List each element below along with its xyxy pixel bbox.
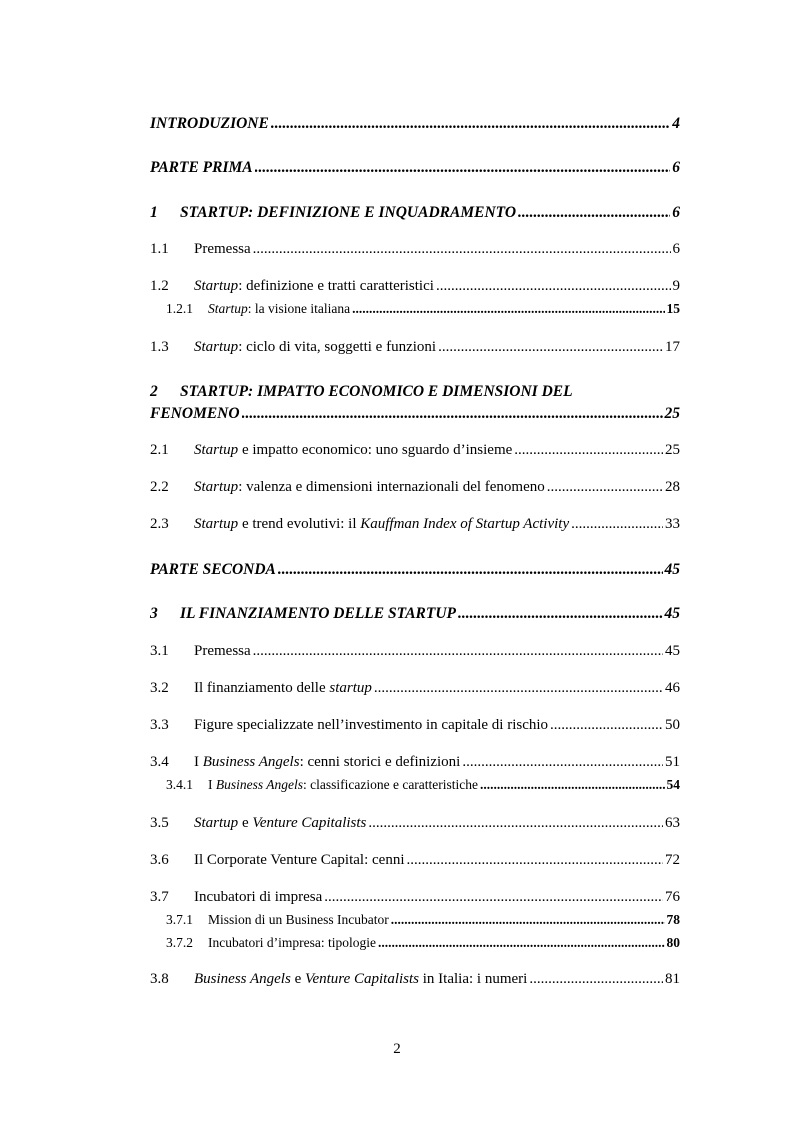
toc-entry-3-5[interactable]: 3.5 Startup e Venture Capitalists ..... 63: [150, 815, 680, 832]
dot-leader: [374, 680, 663, 697]
dot-leader: [391, 912, 665, 928]
toc-entry-3-7-2[interactable]: 3.7.2 Incubatori d’impresa: tipologie ..... 80: [166, 935, 680, 951]
page-number: 80: [666, 935, 680, 950]
page-number: 72: [665, 852, 680, 868]
toc-entry-3-7-1[interactable]: 3.7.1 Mission di un Business Incubator ..... 78: [166, 912, 680, 928]
dot-leader: [278, 561, 663, 579]
dot-leader: [242, 405, 663, 423]
page-number: 63: [665, 815, 680, 831]
dot-leader: [368, 815, 663, 832]
page-number: 25: [664, 405, 680, 422]
toc-entry-3-8[interactable]: 3.8 Business Angels e Venture Capitalists in Italia: i numeri ..... 81: [150, 971, 680, 988]
page-number: 6: [672, 159, 680, 176]
page-number: 51: [665, 754, 680, 770]
toc-entry-chapter-2[interactable]: 2 STARTUP: IMPATTO ECONOMICO E DIMENSIONI DEL FENOMENO ..... 25: [150, 383, 680, 423]
toc-entry-3-4-1[interactable]: 3.4.1 I Business Angels: classificazione e caratteristiche ..... 54: [166, 777, 680, 793]
dot-leader: [438, 339, 663, 356]
toc-entry-3-2[interactable]: 3.2 Il finanziamento delle startup ..... 46: [150, 680, 680, 697]
toc-entry-parte-seconda[interactable]: PARTE SECONDA ..... 45: [150, 561, 680, 579]
toc-entry-1-2-1[interactable]: 1.2.1 Startup: la visione italiana ..... 15: [166, 301, 680, 317]
dot-leader: [324, 889, 663, 906]
dot-leader: [458, 605, 662, 623]
page-number: 17: [665, 339, 680, 355]
page-number: 9: [672, 278, 680, 294]
toc-entry-parte-prima[interactable]: PARTE PRIMA ..... 6: [150, 159, 680, 177]
toc-entry-3-6[interactable]: 3.6 Il Corporate Venture Capital: cenni ..... 72: [150, 852, 680, 869]
page-number: 33: [665, 516, 680, 532]
page-number: 25: [665, 442, 680, 458]
page-number: 54: [666, 777, 680, 792]
toc-entry-3-7[interactable]: 3.7 Incubatori di impresa ..... 76: [150, 889, 680, 906]
dot-leader: [253, 241, 671, 258]
dot-leader: [271, 115, 670, 133]
page-number: 78: [666, 912, 680, 927]
page-number: 45: [665, 643, 680, 659]
page-number: 50: [665, 717, 680, 733]
dot-leader: [255, 159, 671, 177]
toc-entry-2-1[interactable]: 2.1 Startup e impatto economico: uno sguardo d’insieme ..... 25: [150, 442, 680, 459]
dot-leader: [352, 301, 664, 317]
dot-leader: [514, 442, 663, 459]
dot-leader: [436, 278, 671, 295]
page-number: 81: [665, 971, 680, 987]
toc-entry-3-4[interactable]: 3.4 I Business Angels: cenni storici e definizioni ..... 51: [150, 754, 680, 771]
dot-leader: [480, 777, 664, 793]
dot-leader: [462, 754, 663, 771]
page-footer-number: 2: [393, 1041, 401, 1057]
page-number: 45: [664, 561, 680, 578]
page-number: 76: [665, 889, 680, 905]
toc-entry-1-1[interactable]: 1.1 Premessa ..... 6: [150, 241, 680, 258]
page-number: 6: [672, 204, 680, 221]
toc-entry-2-3[interactable]: 2.3 Startup e trend evolutivi: il Kauffman Index of Startup Activity ..... 33: [150, 516, 680, 533]
dot-leader: [547, 479, 663, 496]
page-number: 46: [665, 680, 680, 696]
toc-entry-2-2[interactable]: 2.2 Startup: valenza e dimensioni internazionali del fenomeno ..... 28: [150, 479, 680, 496]
toc-entry-1-3[interactable]: 1.3 Startup: ciclo di vita, soggetti e funzioni ..... 17: [150, 339, 680, 356]
page-number: 6: [672, 241, 680, 257]
dot-leader: [407, 852, 664, 869]
page-number: 4: [672, 115, 680, 132]
dot-leader: [529, 971, 663, 988]
page-number: 28: [665, 479, 680, 495]
dot-leader: [550, 717, 663, 734]
dot-leader: [253, 643, 663, 660]
toc-entry-chapter-1[interactable]: 1 STARTUP: DEFINIZIONE E INQUADRAMENTO ..... 6: [150, 204, 680, 222]
page-number: 15: [666, 301, 680, 316]
dot-leader: [518, 204, 670, 222]
page-number: 45: [664, 605, 680, 622]
toc-entry-introduzione[interactable]: INTRODUZIONE ..... 4: [150, 115, 680, 133]
toc-entry-3-1[interactable]: 3.1 Premessa ..... 45: [150, 643, 680, 660]
toc-entry-chapter-3[interactable]: 3 IL FINANZIAMENTO DELLE STARTUP ..... 45: [150, 605, 680, 623]
dot-leader: [571, 516, 663, 533]
dot-leader: [378, 935, 665, 951]
toc-entry-3-3[interactable]: 3.3 Figure specializzate nell’investimento in capitale di rischio ..... 50: [150, 717, 680, 734]
toc-entry-1-2[interactable]: 1.2 Startup: definizione e tratti caratteristici ..... 9: [150, 278, 680, 295]
